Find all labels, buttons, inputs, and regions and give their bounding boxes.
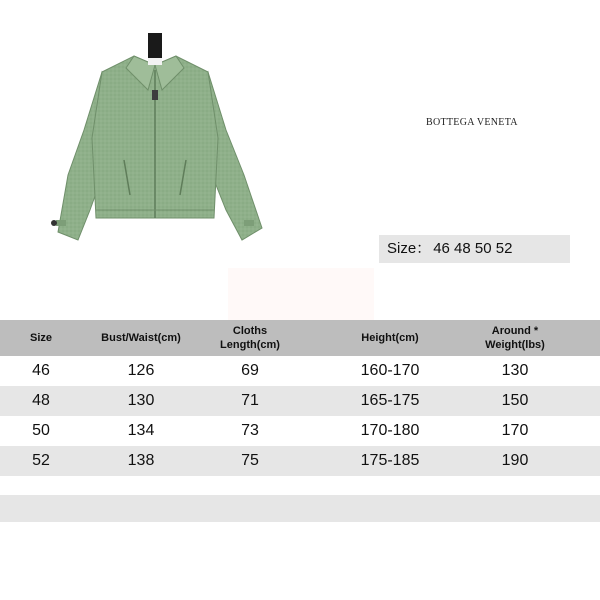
- size-chart-table: [0, 320, 600, 476]
- brand-name: BOTTEGA VENETA: [426, 117, 518, 128]
- cell-size: 50: [32, 422, 50, 439]
- cell-cloths-length: 69: [241, 362, 259, 379]
- cell-cloths-length: 75: [241, 452, 259, 469]
- cell-bust-waist: 126: [127, 362, 155, 379]
- cell-cloths-length: 71: [241, 392, 259, 409]
- watermark-logo: [228, 268, 374, 320]
- table-row: [0, 386, 600, 416]
- cell-height: 160-170: [360, 362, 420, 379]
- jacket-illustration: [30, 10, 280, 260]
- size-chart-header-row: [0, 320, 600, 356]
- cell-bust-waist: 134: [127, 422, 155, 439]
- table-row: [0, 416, 600, 446]
- product-image-jacket: [30, 10, 280, 260]
- cell-height: 165-175: [360, 392, 420, 409]
- size-values: 46 48 50 52: [433, 240, 513, 257]
- header-cloths-length: Cloths Length(cm): [220, 325, 280, 351]
- header-weight: Around * Weight(lbs): [485, 325, 545, 351]
- size-availability-box: [379, 235, 570, 263]
- header-bust-waist: Bust/Waist(cm): [101, 332, 181, 344]
- cell-cloths-length: 73: [241, 422, 259, 439]
- cell-bust-waist: 130: [127, 392, 155, 409]
- size-label: Size：: [387, 240, 432, 257]
- cell-height: 175-185: [360, 452, 420, 469]
- cell-weight: 130: [501, 362, 529, 379]
- cell-size: 46: [32, 362, 50, 379]
- cell-weight: 150: [501, 392, 529, 409]
- cell-weight: 170: [501, 422, 529, 439]
- table-row: [0, 446, 600, 476]
- header-height: Height(cm): [361, 332, 419, 344]
- cell-weight: 190: [501, 452, 529, 469]
- cell-height: 170-180: [360, 422, 420, 439]
- cell-size: 48: [32, 392, 50, 409]
- hanger-icon: [148, 33, 162, 61]
- cell-bust-waist: 138: [127, 452, 155, 469]
- footer-band: [0, 495, 600, 522]
- table-row: [0, 356, 600, 386]
- cell-size: 52: [32, 452, 50, 469]
- header-size: Size: [29, 332, 52, 344]
